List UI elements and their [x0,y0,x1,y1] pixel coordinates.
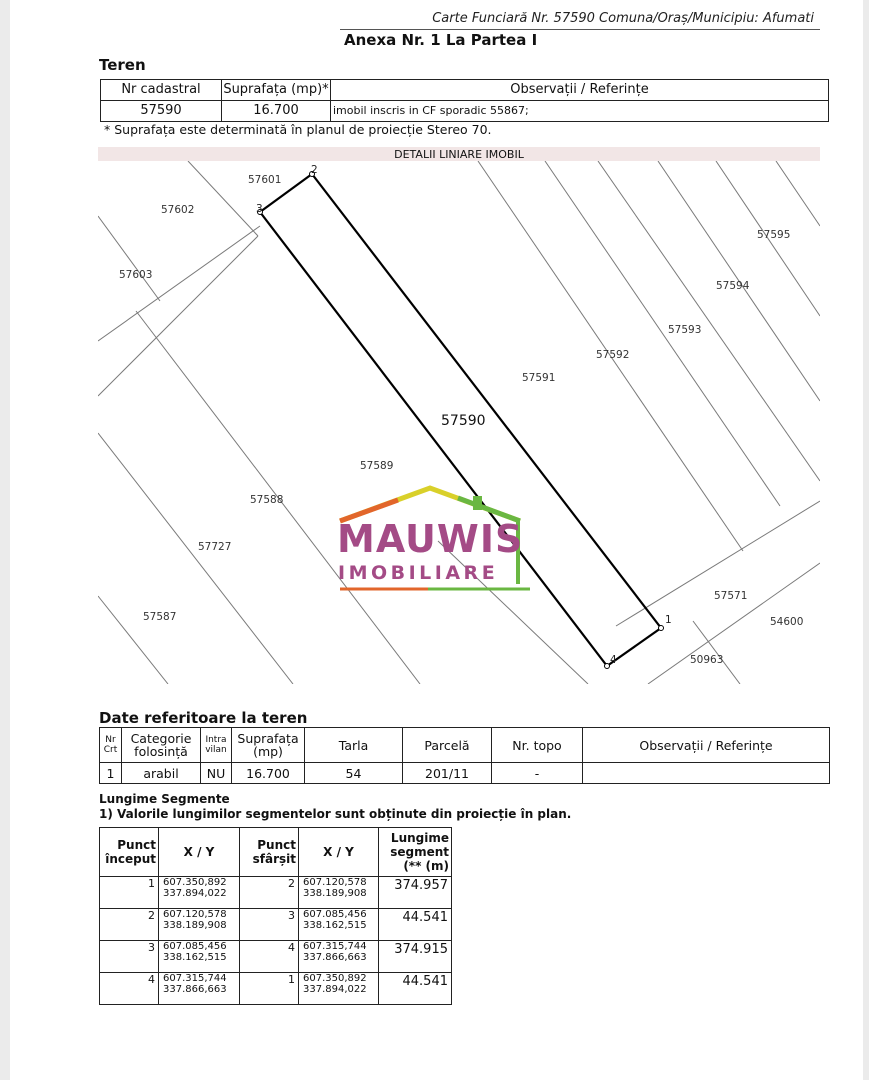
column-header: X / Y [159,828,240,877]
y-value: 337.866,663 [163,984,227,995]
column-header: Nr. topo [492,728,583,763]
observatii-cell: imobil inscris in CF sporadic 55867; [331,101,829,122]
column-header: Categorie folosință [122,728,201,763]
column-header: Intra vilan [201,728,232,763]
parcel-label: 57592 [596,349,630,361]
start-point-cell: 2 [100,909,159,941]
table-cell: 16.700 [232,763,305,784]
parcel-label: 57727 [198,541,232,553]
table-row [100,941,452,973]
table-header-row [100,728,830,763]
column-header: Observații / Referințe [583,728,830,763]
table-row [100,877,452,909]
segments-table [99,827,452,1005]
x-value: 607.315,744 [163,973,227,984]
table-cell: - [492,763,583,784]
y-value: 337.894,022 [163,888,227,899]
y-value: 337.866,663 [303,952,367,963]
table-row [101,101,829,122]
parcel-label: 50963 [690,654,724,666]
x-value: 607.350,892 [303,973,367,984]
table-cell: arabil [122,763,201,784]
column-header: X / Y [299,828,379,877]
column-header: Lungime segment (** (m) [379,828,452,877]
vertex-marker [659,626,664,631]
end-point-cell: 2 [240,877,299,909]
end-point-cell: 1 [240,973,299,1005]
start-point-cell: 1 [100,877,159,909]
parcel-label: 57591 [522,372,556,384]
x-value: 607.120,578 [163,909,227,920]
segment-length-cell: 374.915 [379,941,452,973]
table-row [100,973,452,1005]
end-xy-cell [299,909,379,941]
table-row [100,763,830,784]
annex-title: Anexa Nr. 1 La Partea I [344,31,538,49]
x-value: 607.085,456 [303,909,367,920]
column-header: Suprafața (mp)* [222,80,331,101]
table-row [100,909,452,941]
segments-subheading: 1) Valorile lungimilor segmentelor sunt obținute din proiecție în plan. [99,807,572,821]
suprafata-cell: 16.700 [222,101,331,122]
column-header: Tarla [305,728,403,763]
end-xy-cell [299,941,379,973]
start-point-cell: 4 [100,973,159,1005]
vertex-label-1: 1 [665,614,672,626]
watermark-title: MAUWIS [337,517,524,561]
column-header: Punct început [100,828,159,877]
vertex-label-4: 4 [610,654,617,666]
vertex-marker [605,664,610,669]
y-value: 338.162,515 [303,920,367,931]
map-heading: DETALII LINIARE IMOBIL [98,147,820,161]
start-xy-cell [159,877,240,909]
vertex-label-3: 3 [256,203,263,215]
column-header: Punct sfârșit [240,828,299,877]
table-cell: 1 [100,763,122,784]
parcel-label: 57593 [668,324,702,336]
segment-length-cell: 44.541 [379,973,452,1005]
nr-cadastral-cell: 57590 [101,101,222,122]
y-value: 338.189,908 [303,888,367,899]
column-header: Nr cadastral [101,80,222,101]
end-xy-cell [299,973,379,1005]
header-divider [340,29,820,30]
end-point-cell: 3 [240,909,299,941]
column-header: Suprafața (mp) [232,728,305,763]
date-teren-heading: Date referitoare la teren [99,709,308,727]
x-value: 607.120,578 [303,877,367,888]
parcel-label: 57602 [161,204,195,216]
teren-heading: Teren [99,56,146,74]
parcel-label: 57588 [250,494,284,506]
parcel-label: 54600 [770,616,804,628]
vertex-label-2: 2 [311,164,318,176]
segment-length-cell: 374.957 [379,877,452,909]
document-page [10,0,863,1080]
table-header-row [100,828,452,877]
parcel-label: 57571 [714,590,748,602]
parcel-label: 57601 [248,174,282,186]
cadastral-map [98,161,820,684]
x-value: 607.315,744 [303,941,367,952]
start-point-cell: 3 [100,941,159,973]
parcel-label: 57603 [119,269,153,281]
end-point-cell: 4 [240,941,299,973]
column-header: Observații / Referințe [331,80,829,101]
parcel-label: 57595 [757,229,791,241]
start-xy-cell [159,909,240,941]
main-parcel-label: 57590 [441,413,486,429]
start-xy-cell [159,941,240,973]
date-teren-table [99,727,830,784]
column-header: Nr Crt [100,728,122,763]
teren-table [100,79,829,122]
y-value: 338.162,515 [163,952,227,963]
table-cell: 54 [305,763,403,784]
table-cell: NU [201,763,232,784]
table-header-row [101,80,829,101]
table-cell [583,763,830,784]
x-value: 607.085,456 [163,941,227,952]
y-value: 338.189,908 [163,920,227,931]
parcel-label: 57594 [716,280,750,292]
start-xy-cell [159,973,240,1005]
parcel-label: 57587 [143,611,177,623]
surface-note: * Suprafața este determinată în planul de proiecție Stereo 70. [104,122,492,137]
x-value: 607.350,892 [163,877,227,888]
y-value: 337.894,022 [303,984,367,995]
carte-funciara-title: Carte Funciară Nr. 57590 Comuna/Oraș/Municipiu: Afumati [432,11,814,26]
parcel-label: 57589 [360,460,394,472]
end-xy-cell [299,877,379,909]
watermark-subtitle: IMOBILIARE [338,562,499,584]
segment-length-cell: 44.541 [379,909,452,941]
column-header: Parcelă [403,728,492,763]
table-cell: 201/11 [403,763,492,784]
segments-heading: Lungime Segmente [99,792,230,806]
